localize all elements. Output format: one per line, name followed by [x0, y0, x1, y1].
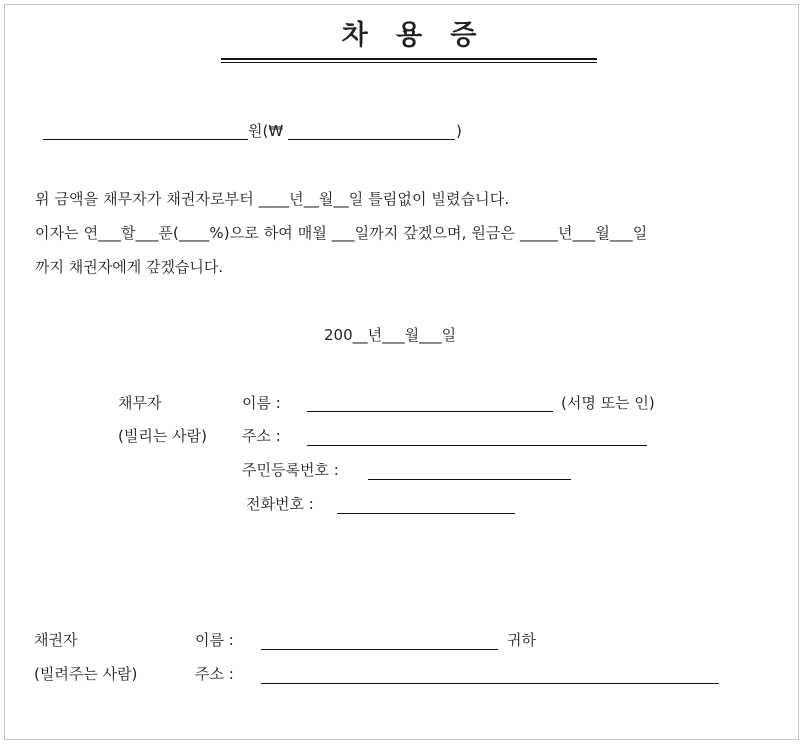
creditor-address-label: 주소 : [195, 665, 234, 683]
debtor-role: 채무자 [118, 394, 162, 412]
debtor-phone-blank [337, 513, 515, 514]
body-line-3: 까지 채권자에게 갚겠습니다. [35, 258, 224, 276]
document-title: 차 용 증 [341, 20, 477, 51]
creditor-name-label: 이름 : [195, 631, 234, 649]
debtor-name-blank [307, 411, 553, 412]
title-underline-thin [221, 62, 597, 63]
creditor-role: 채권자 [34, 631, 78, 649]
amount-korean-blank [43, 139, 248, 140]
document-page [4, 4, 799, 740]
debtor-resident-no-label: 주민등록번호 : [242, 461, 339, 479]
creditor-name-blank [261, 649, 498, 650]
debtor-role-desc: (빌리는 사람) [118, 427, 207, 445]
date-line: 200__년___월___일 [324, 326, 457, 344]
title-underline [221, 58, 597, 60]
debtor-name-label: 이름 : [242, 394, 281, 412]
amount-number-blank [288, 139, 455, 140]
amount-close-paren: ) [456, 122, 462, 140]
body-line-1: 위 금액을 채무자가 채권자로부터 ____년__월__일 틀림없이 빌렸습니다. [35, 190, 510, 208]
creditor-address-blank [261, 683, 719, 684]
debtor-address-blank [307, 445, 647, 446]
body-line-2: 이자는 연___할___푼(____%)으로 하여 매월 ___일까지 갚겠으며, 원금은 _____년___월___일 [35, 224, 648, 242]
creditor-role-desc: (빌려주는 사람) [34, 665, 138, 683]
debtor-phone-label: 전화번호 : [246, 495, 314, 513]
debtor-sign-note: (서명 또는 인) [561, 394, 655, 412]
debtor-resident-no-blank [368, 479, 571, 480]
creditor-honorific: 귀하 [507, 631, 536, 649]
amount-won-label: 원(₩ [248, 122, 284, 140]
debtor-address-label: 주소 : [242, 427, 281, 445]
